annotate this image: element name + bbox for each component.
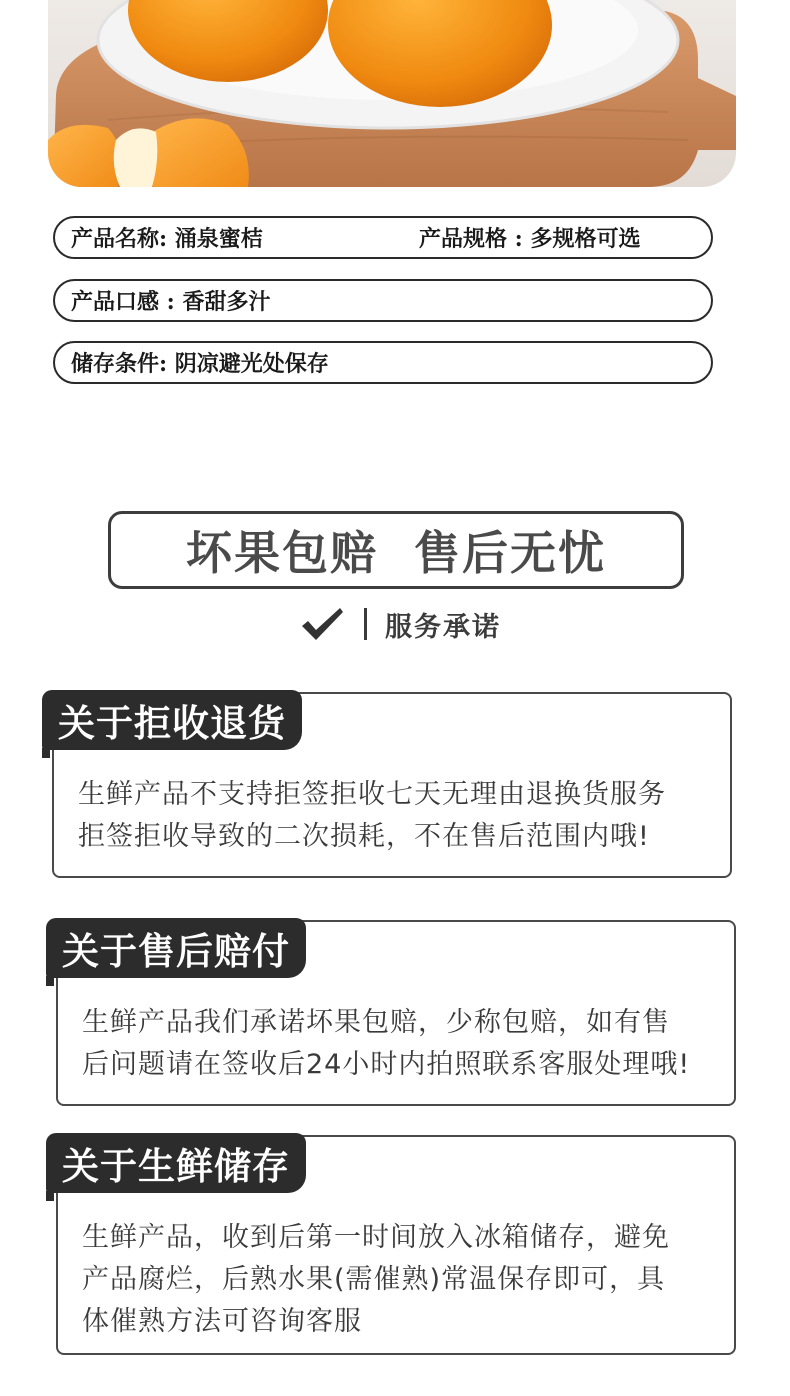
divider bbox=[364, 608, 367, 640]
spec-row-storage bbox=[53, 341, 713, 384]
card-body bbox=[82, 1217, 714, 1343]
spec-row-taste bbox=[53, 279, 713, 322]
card-storage bbox=[56, 1135, 736, 1355]
card-line: 拒签拒收导致的二次损耗，不在售后范围内哦! bbox=[78, 821, 650, 852]
service-promise bbox=[300, 600, 530, 648]
product-photo bbox=[48, 0, 736, 187]
guarantee-banner: 坏果包赔 售后无忧 bbox=[108, 511, 684, 589]
card-title: 关于售后赔付 bbox=[46, 918, 306, 978]
card-body bbox=[78, 774, 710, 858]
spec-storage: 储存条件: 阴凉避光处保存 bbox=[71, 351, 329, 377]
spec-size: 产品规格 : 多规格可选 bbox=[419, 226, 641, 252]
card-line: 后问题请在签收后24小时内拍照联系客服处理哦! bbox=[82, 1049, 691, 1080]
tangerine-illustration bbox=[48, 0, 736, 187]
card-line: 体催熟方法可咨询客服 bbox=[82, 1306, 362, 1337]
card-line: 生鲜产品我们承诺坏果包赔，少称包赔，如有售 bbox=[82, 1007, 670, 1038]
card-compensation bbox=[56, 920, 736, 1106]
checkmark-icon bbox=[300, 604, 344, 644]
spec-taste: 产品口感 : 香甜多汁 bbox=[71, 289, 271, 315]
service-promise-label: 服务承诺 bbox=[385, 611, 501, 643]
spec-row-name-size bbox=[53, 216, 713, 259]
card-line: 生鲜产品不支持拒签拒收七天无理由退换货服务 bbox=[78, 779, 666, 810]
card-title: 关于拒收退货 bbox=[42, 690, 302, 750]
card-title: 关于生鲜储存 bbox=[46, 1133, 306, 1193]
spec-name: 产品名称: 涌泉蜜桔 bbox=[71, 226, 263, 252]
card-line: 产品腐烂，后熟水果(需催熟)常温保存即可，具 bbox=[82, 1264, 666, 1295]
card-body bbox=[82, 1002, 714, 1086]
card-return-policy bbox=[52, 692, 732, 878]
card-line: 生鲜产品，收到后第一时间放入冰箱储存，避免 bbox=[82, 1222, 670, 1253]
